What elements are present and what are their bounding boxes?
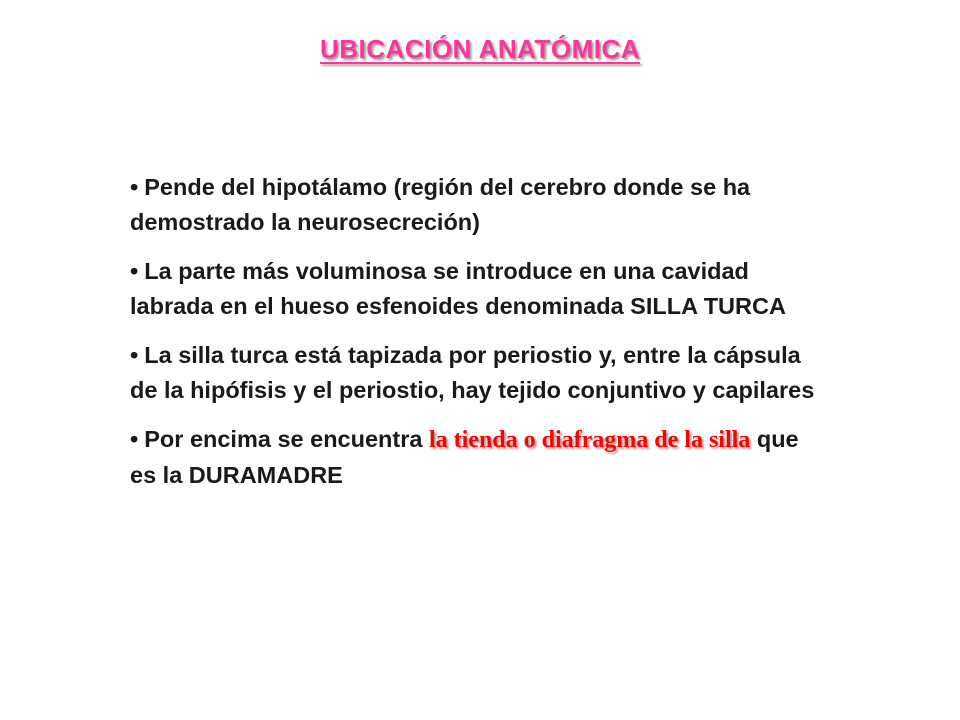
bullet-item [130, 254, 830, 324]
bullet-text: Pende del hipotálamo (región del cerebro donde se ha demostrado la neurosecreción) [130, 174, 751, 235]
bullet-item [130, 170, 830, 240]
bullet-dot-icon: • [130, 174, 139, 200]
bullet-list [130, 170, 830, 507]
bullet-dot-icon: • [130, 342, 139, 368]
bullet-text: La silla turca está tapizada por periostio y, entre la cápsula de la hipófisis y el periostio, hay tejido conjuntivo y capilares [130, 342, 815, 403]
bullet-item [130, 338, 830, 408]
bullet-dot-icon: • [130, 426, 139, 452]
slide-title: UBICACIÓN ANATÓMICA [319, 34, 641, 64]
bullet-text-before: Por encima se encuentra [144, 426, 429, 452]
highlighted-term: la tienda o diafragma de la silla [428, 427, 751, 453]
bullet-dot-icon: • [130, 258, 139, 284]
bullet-item [130, 422, 830, 493]
bullet-text-after: que es la DURAMADRE [130, 426, 799, 488]
bullet-text: La parte más voluminosa se introduce en una cavidad labrada en el hueso esfenoides denominada SILLA TURCA [130, 258, 786, 319]
